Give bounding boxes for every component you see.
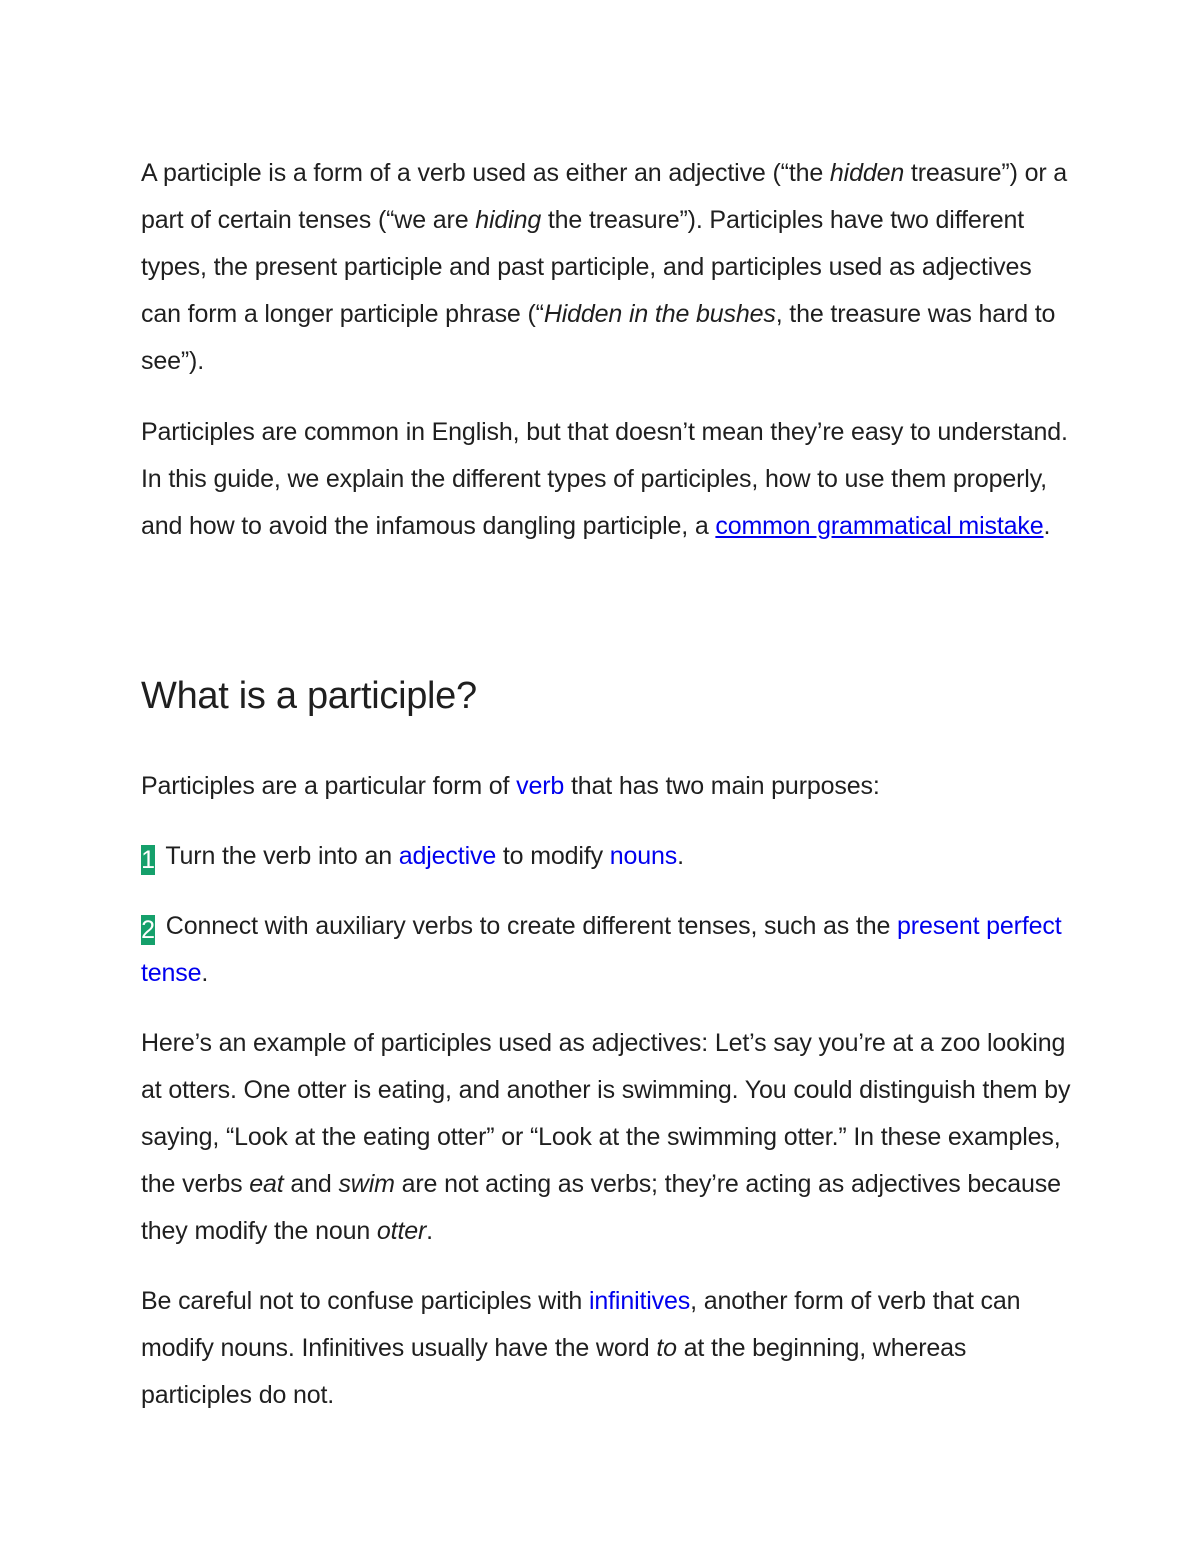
section-paragraph-3 bbox=[141, 1278, 1071, 1419]
italic-eat: eat bbox=[249, 1170, 284, 1198]
text-run: Participles are a particular form of bbox=[141, 772, 517, 800]
intro-paragraph-2 bbox=[141, 409, 1071, 550]
section-paragraph-2 bbox=[141, 1020, 1071, 1255]
italic-example-phrase: Hidden in the bushes bbox=[543, 300, 776, 328]
text-run: . bbox=[677, 842, 684, 870]
section-paragraph-1 bbox=[141, 763, 1071, 810]
text-run: Here’s an example of participles used as adjectives: Let’s say you’re at a zoo looking at otters. One otter is eating, and another is swimming. You could distinguish them by saying, “Look at the eating otter” or “Look at the swimming otter.” In these examples, the verbs bbox=[141, 1029, 1071, 1198]
section-body bbox=[141, 763, 1071, 1442]
text-run: the treasure”). Participles have two different types, the present participle and past participle, and participles used as adjectives can form a longer participle phrase (“ bbox=[141, 206, 1032, 328]
section-heading: What is a participle? bbox=[141, 675, 477, 717]
text-run: . bbox=[201, 959, 209, 987]
text-run: and bbox=[283, 1170, 339, 1198]
link-nouns[interactable]: nouns bbox=[609, 842, 678, 870]
text-run: Turn the verb into an bbox=[159, 842, 399, 870]
number-badge-1: 1 bbox=[141, 846, 155, 874]
link-infinitives[interactable]: infinitives bbox=[588, 1287, 691, 1315]
text-run: Participles are common in English, but that doesn’t mean they’re easy to understand. In this guide, we explain the different types of participles, how to use them properly, and how to avoid the infamous dangling participle, a bbox=[141, 418, 1068, 540]
text-run: at the beginning, whereas participles do not. bbox=[141, 1334, 967, 1409]
text-run: . bbox=[1043, 512, 1051, 540]
text-run: Connect with auxiliary verbs to create different tenses, such as the bbox=[159, 912, 898, 940]
list-item-1 bbox=[141, 833, 1071, 880]
link-adjective[interactable]: adjective bbox=[398, 842, 497, 870]
text-run: A participle is a form of a verb used as either an adjective (“the bbox=[141, 159, 830, 187]
link-verb[interactable]: verb bbox=[516, 772, 565, 800]
text-run: , the treasure was hard to see”). bbox=[141, 300, 1056, 375]
italic-swim: swim bbox=[338, 1170, 395, 1198]
text-run: are not acting as verbs; they’re acting as adjectives because they modify the noun bbox=[141, 1170, 1061, 1245]
text-run: treasure”) or a part of certain tenses (“we are bbox=[141, 159, 1068, 234]
text-run: Be careful not to confuse participles with bbox=[141, 1287, 589, 1315]
italic-example-hidden: hidden bbox=[829, 159, 905, 187]
list-item-2 bbox=[141, 903, 1071, 997]
text-run: that has two main purposes: bbox=[564, 772, 880, 800]
link-present-perfect-tense[interactable]: present perfect tense bbox=[141, 912, 1062, 987]
italic-otter: otter bbox=[376, 1217, 427, 1245]
text-run: . bbox=[426, 1217, 433, 1245]
link-common-grammatical-mistake[interactable]: common grammatical mistake bbox=[715, 512, 1044, 540]
italic-example-hiding: hiding bbox=[475, 206, 542, 234]
document-page bbox=[141, 150, 1071, 1409]
number-badge-2: 2 bbox=[141, 916, 155, 944]
italic-to: to bbox=[656, 1334, 677, 1362]
text-run: , another form of verb that can modify nouns. Infinitives usually have the word bbox=[141, 1287, 1021, 1362]
text-run: to modify bbox=[496, 842, 610, 870]
intro-paragraph-1 bbox=[141, 150, 1071, 385]
